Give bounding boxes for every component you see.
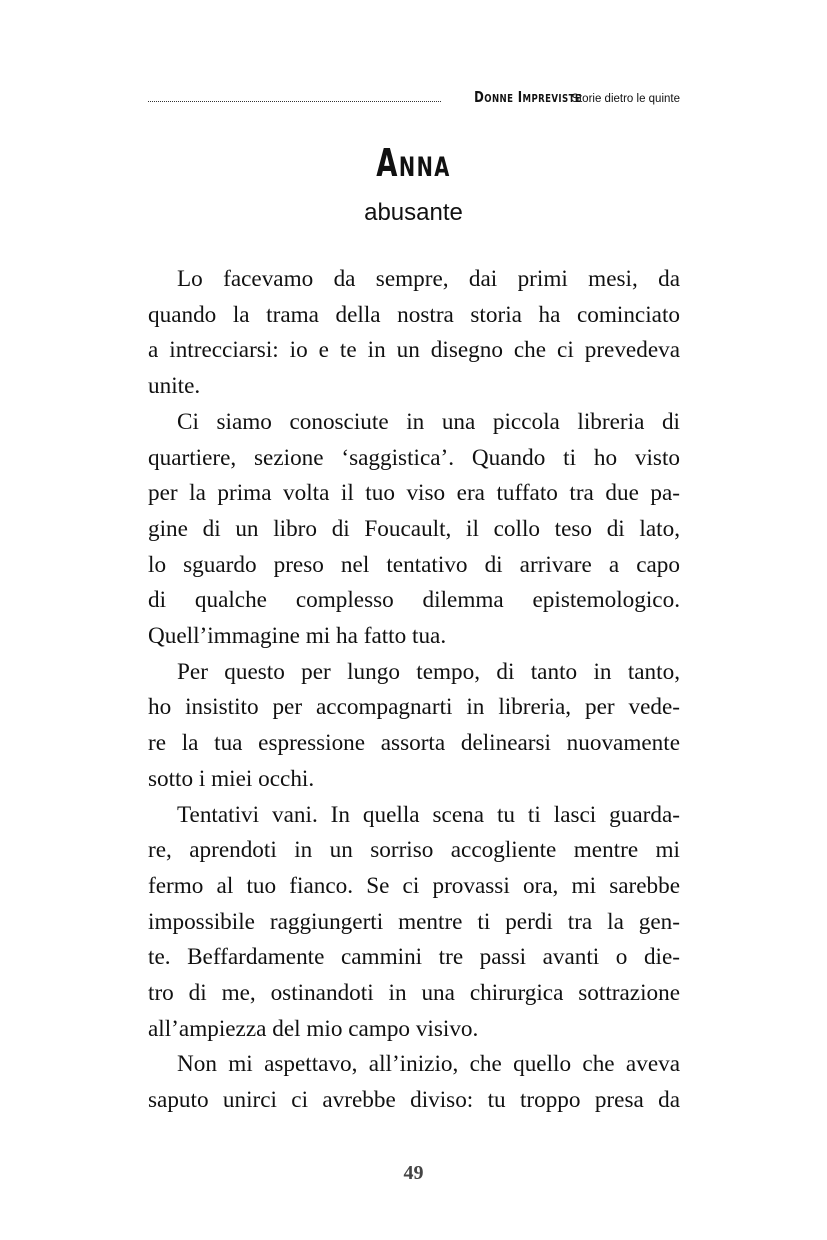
book-subtitle: Storie dietro le quinte <box>571 93 680 105</box>
paragraph <box>148 655 680 798</box>
text-line: saputo unirci ci avrebbe diviso: tu troppo presa da <box>148 1087 680 1114</box>
running-head <box>148 86 680 106</box>
text-line: Non mi aspettavo, all’inizio, che quello che aveva <box>177 1051 680 1078</box>
text-line: sotto i miei occhi. <box>148 765 315 792</box>
paragraph <box>148 798 680 1048</box>
text-line: per la prima volta il tuo viso era tuffato tra due pa- <box>148 480 680 507</box>
text-line: lo sguardo preso nel tentativo di arrivare a capo <box>148 551 680 578</box>
paragraph <box>148 1047 680 1118</box>
chapter-title: Anna <box>376 141 451 185</box>
text-line: re, aprendoti in un sorriso accogliente mentre mi <box>148 837 680 864</box>
text-line: impossibile raggiungerti mentre ti perdi tra la gen- <box>148 908 680 935</box>
chapter-subtitle: abusante <box>364 199 463 226</box>
paragraph <box>148 262 680 405</box>
text-line: a intrecciarsi: io e te in un disegno che ci prevedeva <box>148 337 680 364</box>
text-line: gine di un libro di Foucault, il collo teso di lato, <box>148 515 680 542</box>
text-line: Quell’immagine mi ha fatto tua. <box>148 623 447 650</box>
page-number: 49 <box>403 1162 424 1184</box>
text-line: all’ampiezza del mio campo visivo. <box>148 1015 479 1042</box>
leader-dots <box>148 101 441 102</box>
text-line: te. Beffardamente cammini tre passi avanti o die- <box>148 944 680 971</box>
text-line: unite. <box>148 373 201 400</box>
text-line: Per questo per lungo tempo, di tanto in tanto, <box>177 658 680 685</box>
body-text <box>148 262 680 1119</box>
text-line: tro di me, ostinandoti in una chirurgica sottrazione <box>148 980 680 1007</box>
text-line: quartiere, sezione ‘saggistica’. Quando ti ho visto <box>148 444 680 471</box>
text-line: ho insistito per accompagnarti in libreria, per vede- <box>148 694 680 721</box>
text-line: quando la trama della nostra storia ha cominciato <box>148 301 680 328</box>
text-line: Lo facevamo da sempre, dai primi mesi, da <box>177 266 680 292</box>
text-line: di qualche complesso dilemma epistemologico. <box>148 587 680 614</box>
text-line: re la tua espressione assorta delinearsi nuovamente <box>148 730 680 757</box>
book-title: Donne Impreviste <box>474 88 582 106</box>
paragraph <box>148 405 680 655</box>
text-line: Ci siamo conosciute in una piccola libreria di <box>177 408 680 435</box>
text-line: Tentativi vani. In quella scena tu ti lasci guarda- <box>177 801 680 828</box>
text-line: fermo al tuo fianco. Se ci provassi ora, mi sarebbe <box>148 872 680 899</box>
